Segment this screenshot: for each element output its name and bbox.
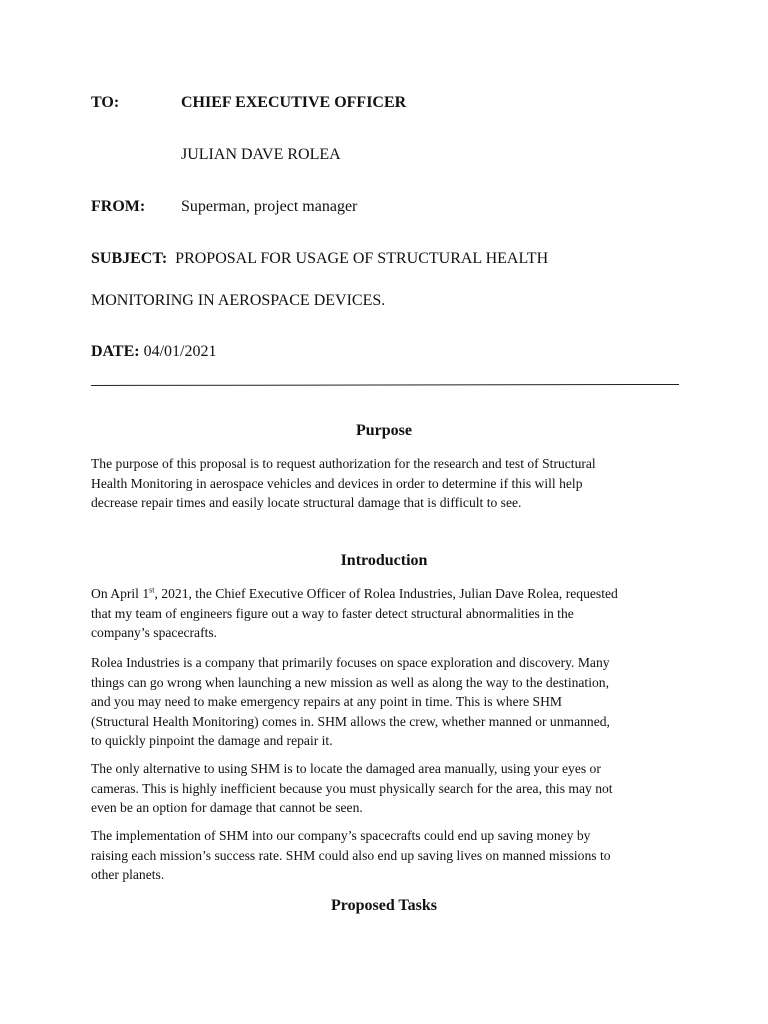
intro-paragraph-1 xyxy=(91,584,681,643)
intro-line: cameras. This is highly inefficient because you must physically search for the area, this may not xyxy=(91,780,613,796)
intro-line: raising each mission’s success rate. SHM could also end up saving lives on manned missions to xyxy=(91,847,611,863)
from-label: FROM: xyxy=(91,198,146,215)
purpose-heading: Purpose xyxy=(356,422,412,439)
intro-line-rest: , 2021, the Chief Executive Officer of Rolea Industries, Julian Dave Rolea, requested xyxy=(154,586,618,601)
subject-line2: MONITORING IN AEROSPACE DEVICES. xyxy=(91,292,386,309)
header-divider xyxy=(91,384,679,386)
purpose-line: Health Monitoring in aerospace vehicles and devices in order to determine if this will help xyxy=(91,475,583,491)
subject-row xyxy=(91,250,548,268)
intro-paragraph-3 xyxy=(91,759,681,818)
intro-date-text: On April 1 xyxy=(91,586,150,601)
purpose-line: The purpose of this proposal is to request authorization for the research and test of Structural xyxy=(91,456,596,471)
date-value: 04/01/2021 xyxy=(143,343,217,360)
intro-line: even be an option for damage that cannot be seen. xyxy=(91,800,363,816)
to-name: JULIAN DAVE ROLEA xyxy=(181,146,341,163)
intro-line: things can go wrong when launching a new mission as well as along the way to the destination, xyxy=(91,674,609,690)
proposed-tasks-heading: Proposed Tasks xyxy=(331,897,437,914)
ordinal-suffix: st xyxy=(149,585,155,595)
intro-line: company’s spacecrafts. xyxy=(91,625,218,641)
to-label: TO: xyxy=(91,94,120,111)
purpose-paragraph xyxy=(91,454,681,513)
intro-line: The implementation of SHM into our company’s spacecrafts could end up saving money by xyxy=(91,828,591,843)
intro-line: Rolea Industries is a company that primarily focuses on space exploration and discovery. Many xyxy=(91,655,610,670)
intro-line: that my team of engineers figure out a way to faster detect structural abnormalities in the xyxy=(91,605,574,621)
date-label: DATE: xyxy=(91,343,140,360)
intro-line: and you may need to make emergency repairs at any point in time. This is where SHM xyxy=(91,694,563,710)
intro-line xyxy=(91,584,681,604)
intro-line: to quickly pinpoint the damage and repair it. xyxy=(91,733,333,749)
subject-line1: PROPOSAL FOR USAGE OF STRUCTURAL HEALTH xyxy=(175,250,549,267)
intro-paragraph-2 xyxy=(91,653,681,751)
intro-line: (Structural Health Monitoring) comes in. SHM allows the crew, whether manned or unmanned, xyxy=(91,713,610,729)
subject-label: SUBJECT: xyxy=(91,250,168,267)
to-value: CHIEF EXECUTIVE OFFICER xyxy=(181,94,407,111)
date-row xyxy=(91,343,216,361)
intro-line: The only alternative to using SHM is to locate the damaged area manually, using your eyes or xyxy=(91,761,601,776)
from-value: Superman, project manager xyxy=(181,198,358,215)
intro-line: other planets. xyxy=(91,867,165,883)
intro-paragraph-4 xyxy=(91,826,681,885)
introduction-heading: Introduction xyxy=(340,552,428,569)
purpose-line: decrease repair times and easily locate structural damage that is difficult to see. xyxy=(91,495,522,511)
